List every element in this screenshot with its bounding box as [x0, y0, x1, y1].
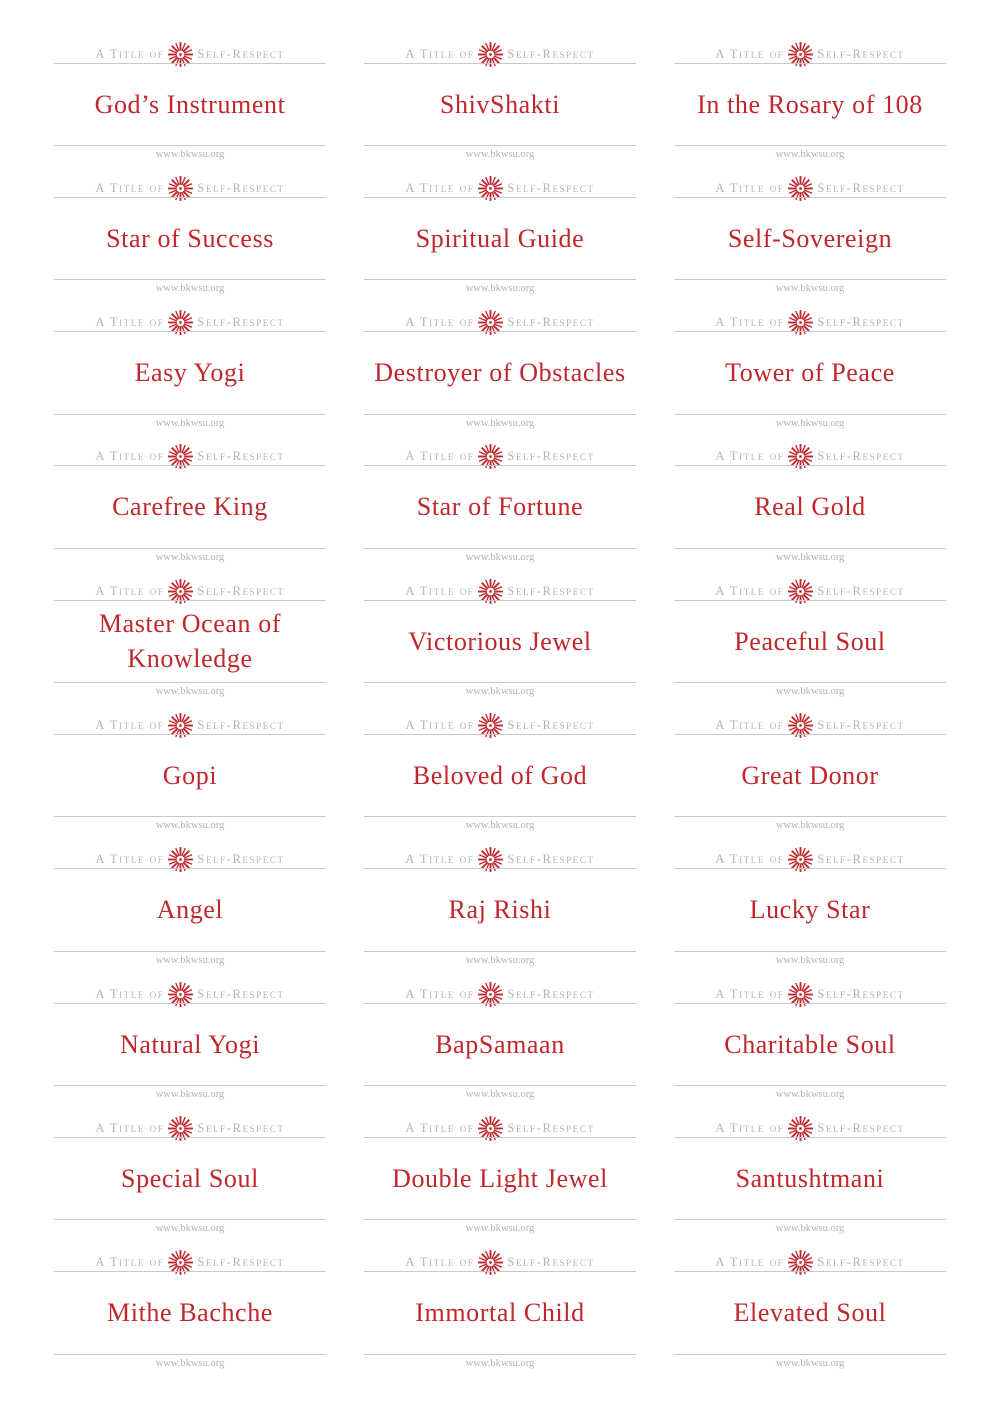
bottom-divider	[364, 816, 636, 817]
website-url: www.bkwsu.org	[465, 417, 535, 429]
card-title: Peaceful Soul	[734, 626, 886, 656]
title-card	[54, 978, 326, 1112]
bottom-divider	[364, 145, 636, 146]
bottom-divider	[674, 279, 946, 280]
website-url: www.bkwsu.org	[155, 551, 225, 563]
card-header	[674, 313, 946, 333]
bottom-divider	[364, 414, 636, 415]
card-header	[54, 1253, 326, 1273]
header-right-text: Self-Respect	[817, 717, 905, 732]
header-left-text: A Title of	[405, 315, 475, 330]
header-left-text: A Title of	[95, 986, 165, 1001]
title-card	[54, 844, 326, 978]
header-left-text: A Title of	[95, 583, 165, 598]
website-url: www.bkwsu.org	[775, 1089, 845, 1101]
card-title: BapSamaan	[435, 1029, 565, 1059]
header-right-text: Self-Respect	[507, 449, 595, 464]
header-left-text: A Title of	[715, 986, 785, 1001]
bottom-divider	[674, 1354, 946, 1355]
header-left-text: A Title of	[405, 852, 475, 867]
bottom-divider	[364, 548, 636, 549]
website-url: www.bkwsu.org	[775, 283, 845, 295]
card-title: Lucky Star	[749, 895, 871, 925]
header-left-text: A Title of	[405, 986, 475, 1001]
header-left-text: A Title of	[715, 1255, 785, 1270]
title-card	[364, 709, 636, 843]
header-right-text: Self-Respect	[817, 852, 905, 867]
website-url: www.bkwsu.org	[465, 283, 535, 295]
bottom-divider	[364, 1219, 636, 1220]
website-url: www.bkwsu.org	[465, 1223, 535, 1235]
header-left-text: A Title of	[95, 315, 165, 330]
header-right-text: Self-Respect	[197, 449, 285, 464]
title-card	[54, 1112, 326, 1246]
bottom-divider	[54, 682, 326, 683]
header-right-text: Self-Respect	[197, 583, 285, 598]
title-card	[54, 172, 326, 306]
card-header	[54, 313, 326, 333]
header-right-text: Self-Respect	[817, 315, 905, 330]
card-header	[674, 44, 946, 64]
website-url: www.bkwsu.org	[155, 149, 225, 160]
header-right-text: Self-Respect	[507, 315, 595, 330]
website-url: www.bkwsu.org	[465, 820, 535, 832]
header-right-text: Self-Respect	[197, 986, 285, 1001]
header-right-text: Self-Respect	[197, 717, 285, 732]
header-left-text: A Title of	[95, 1120, 165, 1135]
bottom-divider	[364, 682, 636, 683]
card-header	[364, 44, 636, 64]
website-url: www.bkwsu.org	[465, 1357, 535, 1369]
header-right-text: Self-Respect	[197, 852, 285, 867]
header-right-text: Self-Respect	[507, 1120, 595, 1135]
card-header	[674, 447, 946, 467]
bottom-divider	[674, 145, 946, 146]
header-right-text: Self-Respect	[817, 986, 905, 1001]
header-left-text: A Title of	[95, 46, 165, 61]
website-url: www.bkwsu.org	[775, 1223, 845, 1235]
title-card	[364, 844, 636, 978]
bottom-divider	[364, 1354, 636, 1355]
header-left-text: A Title of	[715, 717, 785, 732]
website-url: www.bkwsu.org	[155, 1089, 225, 1101]
header-left-text: A Title of	[405, 583, 475, 598]
card-header	[364, 447, 636, 467]
card-header	[54, 715, 326, 735]
bottom-divider	[364, 279, 636, 280]
title-card	[364, 441, 636, 575]
card-header	[674, 1253, 946, 1273]
website-url: www.bkwsu.org	[155, 1357, 225, 1369]
card-title: Natural Yogi	[119, 1029, 261, 1059]
title-card	[364, 575, 636, 709]
header-right-text: Self-Respect	[817, 46, 905, 61]
header-right-text: Self-Respect	[197, 46, 285, 61]
title-card	[674, 709, 946, 843]
card-title: Easy Yogi	[134, 358, 246, 388]
website-url: www.bkwsu.org	[775, 686, 845, 698]
header-left-text: A Title of	[405, 449, 475, 464]
card-header	[54, 44, 326, 64]
header-right-text: Self-Respect	[507, 180, 595, 195]
header-left-text: A Title of	[715, 449, 785, 464]
card-title: Mithe Bachche	[107, 1298, 273, 1328]
title-card	[364, 172, 636, 306]
header-right-text: Self-Respect	[507, 583, 595, 598]
card-header	[54, 447, 326, 467]
card-header	[674, 850, 946, 870]
card-title: Self-Sovereign	[727, 223, 893, 253]
bottom-divider	[54, 414, 326, 415]
website-url: www.bkwsu.org	[775, 1357, 845, 1369]
card-title: Beloved of God	[412, 760, 588, 790]
bottom-divider	[54, 1085, 326, 1086]
title-card	[364, 307, 636, 441]
title-card	[674, 441, 946, 575]
header-left-text: A Title of	[715, 180, 785, 195]
header-right-text: Self-Respect	[507, 1255, 595, 1270]
card-title: Santushtmani	[735, 1163, 885, 1193]
header-right-text: Self-Respect	[507, 717, 595, 732]
title-card	[674, 575, 946, 709]
header-right-text: Self-Respect	[197, 315, 285, 330]
bottom-divider	[54, 548, 326, 549]
card-header	[364, 715, 636, 735]
header-left-text: A Title of	[715, 315, 785, 330]
card-title: Star of Success	[106, 223, 274, 253]
header-left-text: A Title of	[95, 852, 165, 867]
card-title: Destroyer of Obstacles	[374, 358, 626, 388]
title-card	[54, 575, 326, 709]
bottom-divider	[674, 816, 946, 817]
header-left-text: A Title of	[405, 717, 475, 732]
card-header	[364, 178, 636, 198]
title-card	[674, 38, 946, 172]
card-title: Raj Rishi	[448, 895, 552, 925]
bottom-divider	[54, 951, 326, 952]
card-title: In the Rosary of 108	[697, 89, 923, 119]
header-left-text: A Title of	[405, 180, 475, 195]
card-title: Charitable Soul	[724, 1029, 896, 1059]
card-title: God’s Instrument	[94, 89, 286, 119]
website-url: www.bkwsu.org	[465, 551, 535, 563]
website-url: www.bkwsu.org	[155, 820, 225, 832]
card-title: Star of Fortune	[416, 492, 584, 522]
header-right-text: Self-Respect	[507, 46, 595, 61]
website-url: www.bkwsu.org	[775, 954, 845, 966]
card-title: Elevated Soul	[733, 1298, 887, 1328]
header-left-text: A Title of	[95, 717, 165, 732]
header-left-text: A Title of	[95, 449, 165, 464]
card-header	[674, 715, 946, 735]
website-url: www.bkwsu.org	[775, 417, 845, 429]
bottom-divider	[674, 414, 946, 415]
card-title: ShivShakti	[439, 89, 561, 119]
header-right-text: Self-Respect	[197, 1255, 285, 1270]
card-title: Great Donor	[741, 760, 879, 790]
bottom-divider	[674, 951, 946, 952]
title-card	[364, 38, 636, 172]
card-header	[54, 1118, 326, 1138]
header-left-text: A Title of	[95, 180, 165, 195]
title-card	[674, 978, 946, 1112]
title-card-sheet	[54, 38, 946, 1381]
card-header	[364, 313, 636, 333]
website-url: www.bkwsu.org	[775, 820, 845, 832]
card-header	[364, 581, 636, 601]
card-header	[364, 1253, 636, 1273]
title-card	[364, 1247, 636, 1381]
bottom-divider	[364, 1085, 636, 1086]
card-title: Real Gold	[754, 492, 866, 522]
website-url: www.bkwsu.org	[465, 686, 535, 698]
header-right-text: Self-Respect	[197, 1120, 285, 1135]
card-title: Spiritual Guide	[415, 223, 585, 253]
header-right-text: Self-Respect	[817, 180, 905, 195]
header-left-text: A Title of	[715, 1120, 785, 1135]
website-url: www.bkwsu.org	[155, 1223, 225, 1235]
header-right-text: Self-Respect	[507, 852, 595, 867]
bottom-divider	[54, 145, 326, 146]
bottom-divider	[54, 1219, 326, 1220]
card-header	[364, 1118, 636, 1138]
website-url: www.bkwsu.org	[155, 954, 225, 966]
bottom-divider	[54, 816, 326, 817]
header-right-text: Self-Respect	[197, 180, 285, 195]
title-card	[674, 307, 946, 441]
bottom-divider	[674, 682, 946, 683]
header-left-text: A Title of	[405, 46, 475, 61]
title-card	[54, 1247, 326, 1381]
card-title: Special Soul	[121, 1163, 259, 1193]
card-header	[364, 850, 636, 870]
title-card	[674, 1247, 946, 1381]
website-url: www.bkwsu.org	[465, 1089, 535, 1101]
header-right-text: Self-Respect	[507, 986, 595, 1001]
header-left-text: A Title of	[405, 1255, 475, 1270]
card-header	[674, 1118, 946, 1138]
card-title: Master Ocean of Knowledge	[98, 609, 282, 674]
card-title: Carefree King	[112, 492, 268, 522]
header-left-text: A Title of	[95, 1255, 165, 1270]
bottom-divider	[54, 1354, 326, 1355]
title-card	[364, 978, 636, 1112]
bottom-divider	[674, 1085, 946, 1086]
title-card	[54, 307, 326, 441]
card-title: Gopi	[162, 760, 218, 790]
header-left-text: A Title of	[715, 46, 785, 61]
card-header	[54, 984, 326, 1004]
card-title: Victorious Jewel	[408, 626, 592, 656]
website-url: www.bkwsu.org	[155, 283, 225, 295]
card-header	[674, 178, 946, 198]
header-left-text: A Title of	[715, 583, 785, 598]
card-header	[364, 984, 636, 1004]
title-card	[54, 441, 326, 575]
title-card	[364, 1112, 636, 1246]
card-title: Immortal Child	[415, 1298, 585, 1328]
title-card	[674, 1112, 946, 1246]
website-url: www.bkwsu.org	[155, 417, 225, 429]
website-url: www.bkwsu.org	[775, 149, 845, 160]
header-left-text: A Title of	[715, 852, 785, 867]
card-title: Double Light Jewel	[392, 1163, 608, 1193]
bottom-divider	[674, 1219, 946, 1220]
website-url: www.bkwsu.org	[465, 149, 535, 160]
bottom-divider	[54, 279, 326, 280]
website-url: www.bkwsu.org	[155, 686, 225, 698]
website-url: www.bkwsu.org	[465, 954, 535, 966]
card-title: Angel	[156, 895, 224, 925]
website-url: www.bkwsu.org	[775, 551, 845, 563]
card-header	[674, 984, 946, 1004]
bottom-divider	[364, 951, 636, 952]
card-header	[54, 581, 326, 601]
card-header	[54, 850, 326, 870]
title-card	[54, 38, 326, 172]
header-right-text: Self-Respect	[817, 449, 905, 464]
header-right-text: Self-Respect	[817, 1120, 905, 1135]
title-card	[674, 844, 946, 978]
card-header	[674, 581, 946, 601]
header-left-text: A Title of	[405, 1120, 475, 1135]
title-card	[674, 172, 946, 306]
card-header	[54, 178, 326, 198]
header-right-text: Self-Respect	[817, 583, 905, 598]
bottom-divider	[674, 548, 946, 549]
card-title: Tower of Peace	[725, 358, 895, 388]
title-card	[54, 709, 326, 843]
header-right-text: Self-Respect	[817, 1255, 905, 1270]
